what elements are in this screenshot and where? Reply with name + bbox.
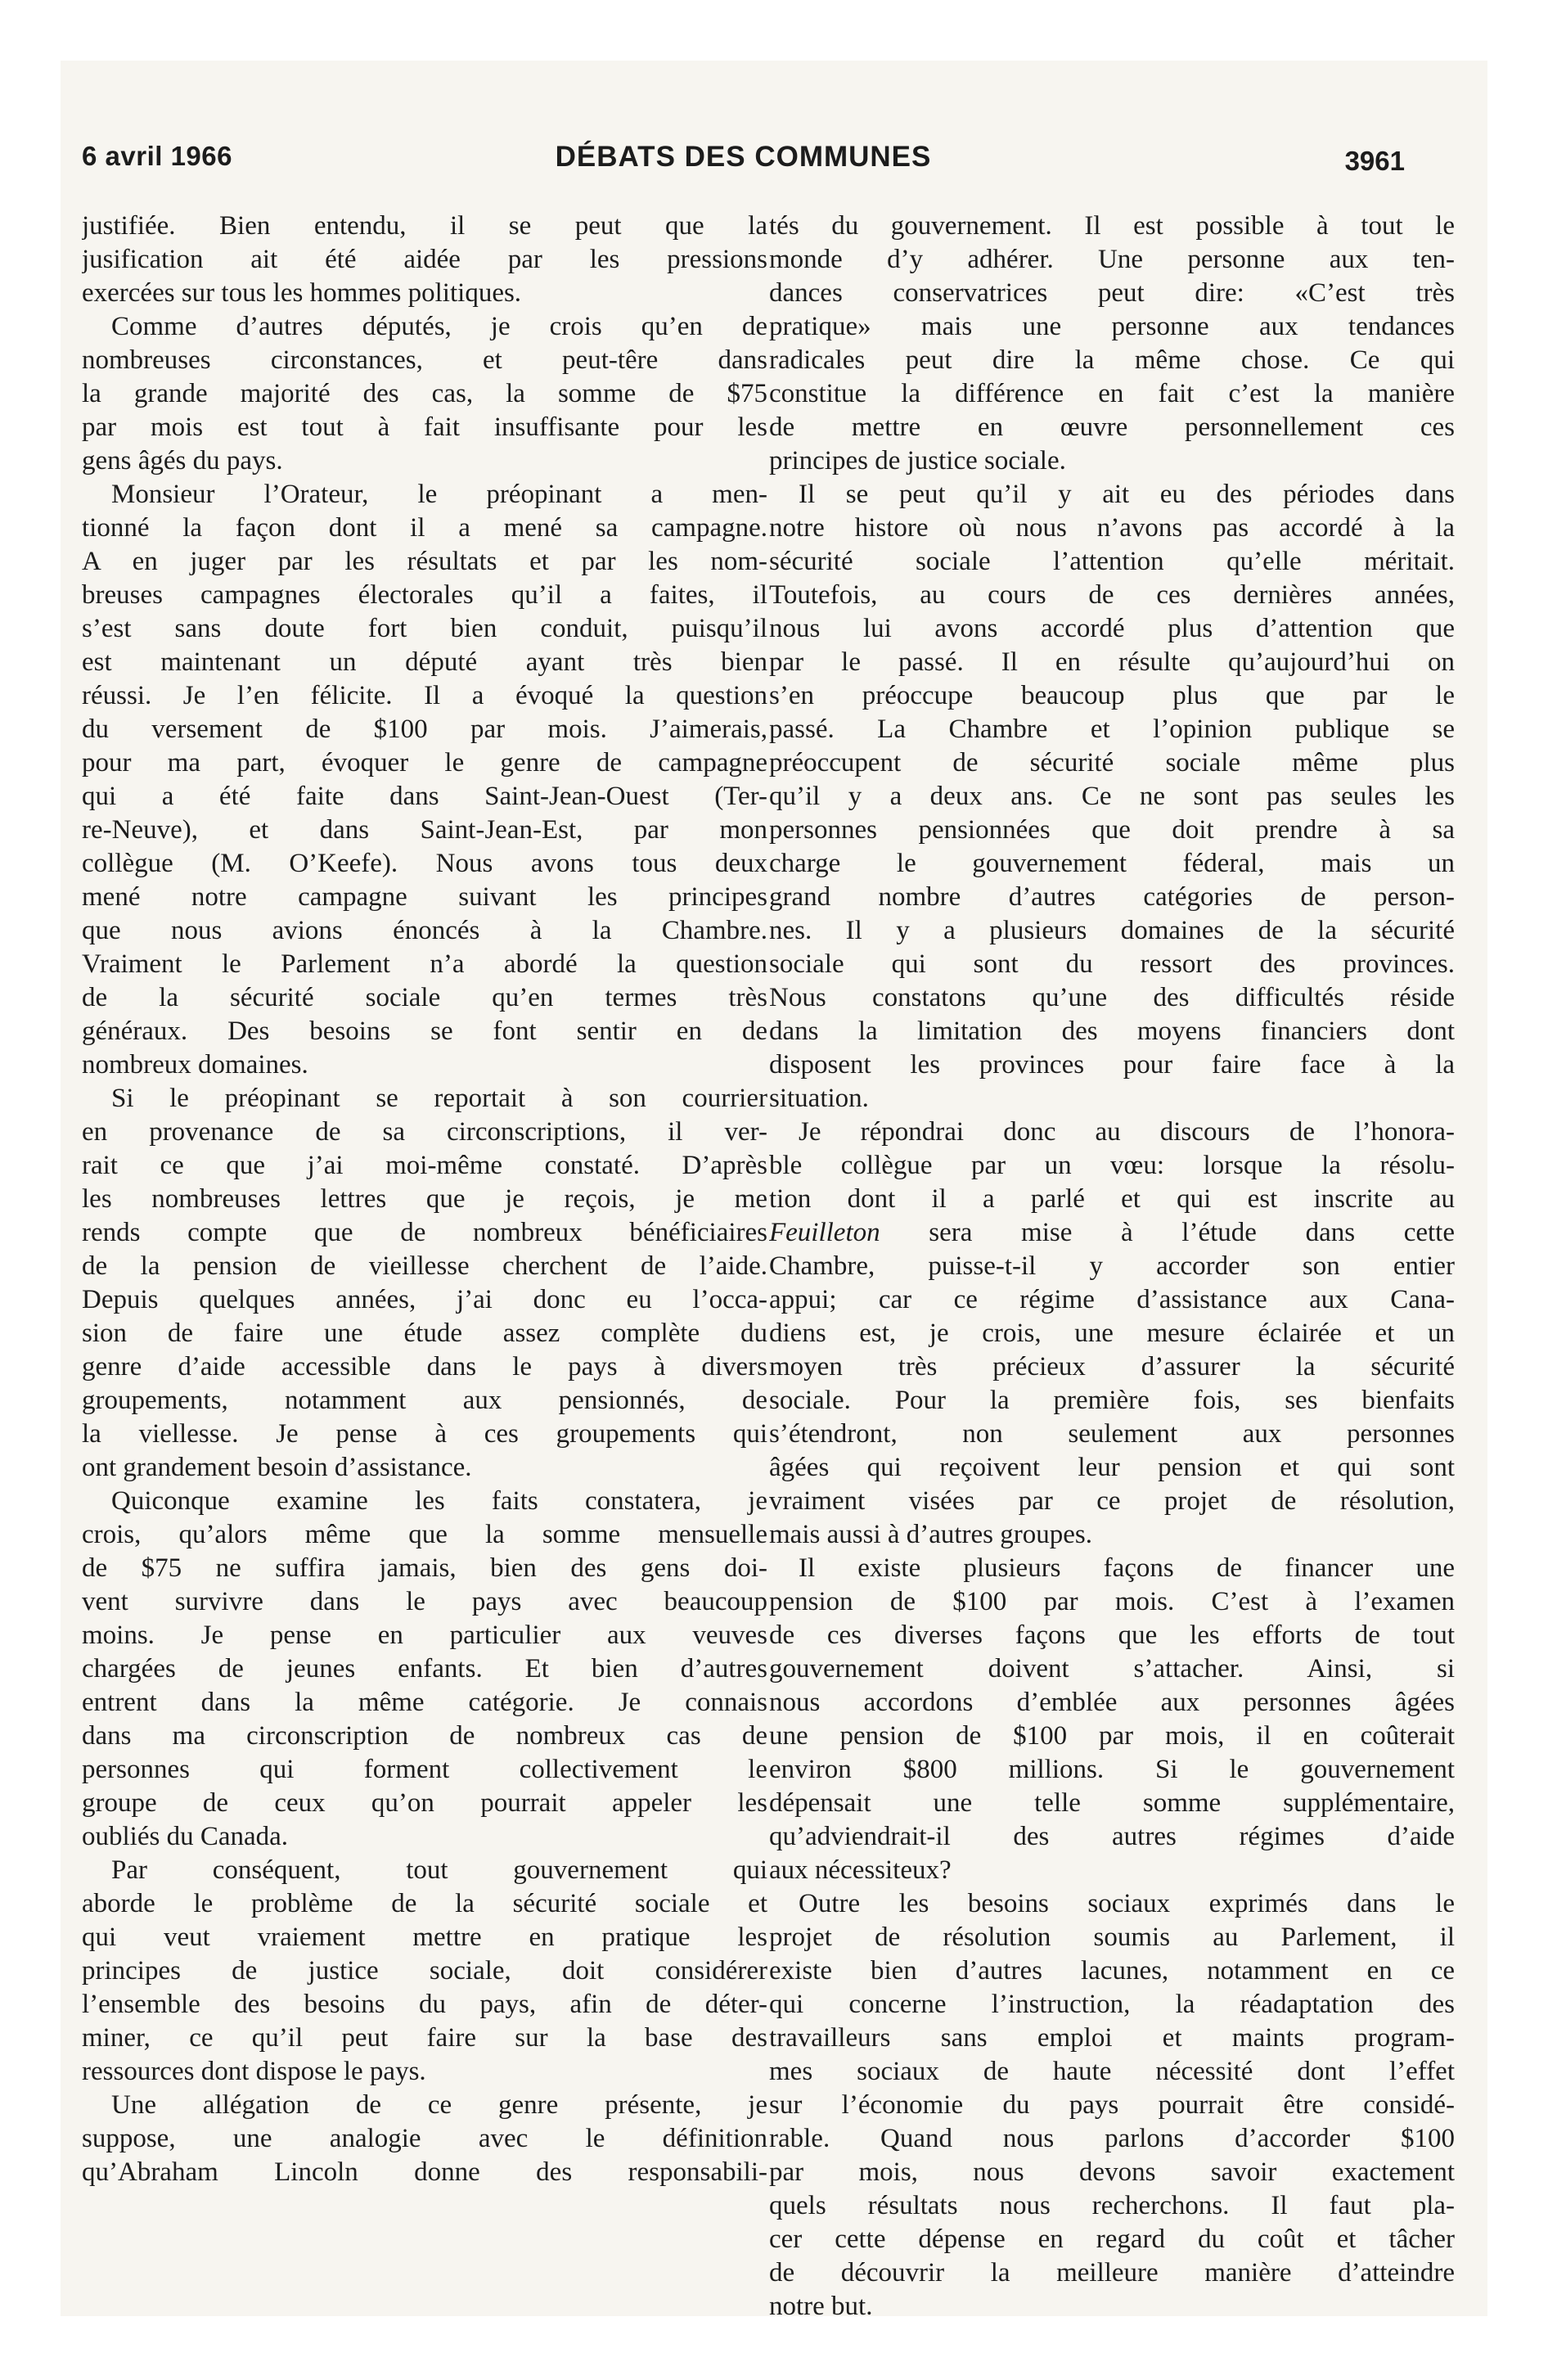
- text-line: Chambre, puisse-t-il y accorder son entier: [769, 1251, 1455, 1281]
- text-line: pour ma part, évoquer le genre de campagne: [82, 748, 767, 778]
- text-line: la grande majorité des cas, la somme de $75: [82, 379, 767, 408]
- text-line: de découvrir la meilleure manière d’atteindre: [769, 2258, 1455, 2288]
- text-line: s’étendront, non seulement aux personnes: [769, 1419, 1455, 1449]
- text-line: par mois, nous devons savoir exactement: [769, 2157, 1455, 2187]
- page-header: [82, 141, 1405, 190]
- text-line: dans ma circonscription de nombreux cas de: [82, 1721, 767, 1751]
- text-line: une pension de $100 par mois, il en coûterait: [769, 1721, 1455, 1751]
- text-line: qui a été faite dans Saint-Jean-Ouest (Ter-: [82, 782, 767, 811]
- text-line: les nombreuses lettres que je reçois, je me: [82, 1184, 767, 1214]
- text-line: crois, qu’alors même que la somme mensuelle: [82, 1520, 767, 1549]
- text-line: réussi. Je l’en félicite. Il a évoqué la question: [82, 681, 767, 710]
- text-line: du versement de $100 par mois. J’aimerais,: [82, 714, 767, 744]
- text-line: Par conséquent, tout gouvernement qui: [111, 1855, 767, 1885]
- text-line: la viellesse. Je pense à ces groupements qui: [82, 1419, 767, 1449]
- text-line: nes. Il y a plusieurs domaines de la sécurité: [769, 916, 1455, 945]
- text-line: âgées qui reçoivent leur pension et qui sont: [769, 1453, 1455, 1482]
- text-line: notre histore où nous n’avons pas accordé à la: [769, 513, 1455, 543]
- text-line: Il se peut qu’il y ait eu des périodes dans: [799, 480, 1455, 509]
- text-line: breuses campagnes électorales qu’il a faites, il: [82, 580, 767, 610]
- text-line: qui veut vraiement mettre en pratique les: [82, 1922, 767, 1952]
- text-line: Il existe plusieurs façons de financer une: [799, 1553, 1455, 1583]
- right-column: [769, 210, 1455, 2324]
- text-line: sion de faire une étude assez complète du: [82, 1318, 767, 1348]
- text-line: que nous avions énoncés à la Chambre.: [82, 916, 767, 945]
- text-line: qui concerne l’instruction, la réadaptation des: [769, 1990, 1455, 2019]
- text-line: en provenance de sa circonscriptions, il ver-: [82, 1117, 767, 1147]
- text-line: s’en préoccupe beaucoup plus que par le: [769, 681, 1455, 710]
- text-line: gouvernement doivent s’attacher. Ainsi, si: [769, 1654, 1455, 1684]
- text-line: s’est sans doute fort bien conduit, puisqu’il: [82, 614, 767, 643]
- text-line: préoccupent de sécurité sociale même plus: [769, 748, 1455, 778]
- text-line: existe bien d’autres lacunes, notamment en ce: [769, 1956, 1455, 1986]
- text-line: exercées sur tous les hommes politiques.: [82, 278, 522, 308]
- text-line: aux nécessiteux?: [769, 1855, 952, 1885]
- text-line: de la pension de vieillesse cherchent de l’aide.: [82, 1251, 767, 1281]
- text-line: dances conservatrices peut dire: «C’est très: [769, 278, 1455, 308]
- text-line: vent survivre dans le pays avec beaucoup: [82, 1587, 767, 1616]
- left-column: [82, 210, 767, 2189]
- text-line: Quiconque examine les faits constatera, je: [111, 1486, 767, 1516]
- text-line: rable. Quand nous parlons d’accorder $100: [769, 2124, 1455, 2153]
- text-line: situation.: [769, 1084, 869, 1113]
- italic-term: Feuilleton: [769, 1218, 880, 1247]
- text-line: moyen très précieux d’assurer la sécurité: [769, 1352, 1455, 1382]
- text-line: travailleurs sans emploi et maints program-: [769, 2023, 1455, 2053]
- text-line: [769, 1216, 1455, 1250]
- text-line: Nous constatons qu’une des difficultés réside: [769, 983, 1455, 1012]
- text-line: Je répondrai donc au discours de l’honora-: [799, 1117, 1455, 1147]
- text-line: Monsieur l’Orateur, le préopinant a men-: [111, 480, 767, 509]
- text-line: Vraiment le Parlement n’a abordé la question: [82, 949, 767, 979]
- text-line: tion dont il a parlé et qui est inscrite au: [769, 1184, 1455, 1214]
- text-line: sur l’économie du pays pourrait être considé-: [769, 2090, 1455, 2120]
- text-line: quels résultats nous recherchons. Il faut pla-: [769, 2191, 1455, 2220]
- text-line: est maintenant un député ayant très bien: [82, 647, 767, 677]
- text-line: chargées de jeunes enfants. Et bien d’autres: [82, 1654, 767, 1684]
- text-line: sociale. Pour la première fois, ses bienfaits: [769, 1386, 1455, 1415]
- text-line: pension de $100 par mois. C’est à l’examen: [769, 1587, 1455, 1616]
- text-line: oubliés du Canada.: [82, 1822, 289, 1851]
- text-line: de la sécurité sociale qu’en termes très: [82, 983, 767, 1012]
- text-line: pratique» mais une personne aux tendances: [769, 312, 1455, 341]
- text-line: rait ce que j’ai moi-même constaté. D’après: [82, 1151, 767, 1180]
- text-line: ble collègue par un vœu: lorsque la résolu-: [769, 1151, 1455, 1180]
- text-line: dépensait une telle somme supplémentaire,: [769, 1788, 1455, 1818]
- text-line: principes de justice sociale, doit considérer: [82, 1956, 767, 1986]
- text-line: dans la limitation des moyens financiers dont: [769, 1016, 1455, 1046]
- text-line: appui; car ce régime d’assistance aux Cana-: [769, 1285, 1455, 1314]
- text-line: qu’il y a deux ans. Ce ne sont pas seules les: [769, 782, 1455, 811]
- text-line: nous accordons d’emblée aux personnes âgées: [769, 1688, 1455, 1717]
- text-line: qu’adviendrait-il des autres régimes d’aide: [769, 1822, 1455, 1851]
- text-line: projet de résolution soumis au Parlement, il: [769, 1922, 1455, 1952]
- text-line: mes sociaux de haute nécessité dont l’effet: [769, 2057, 1455, 2086]
- text-line: disposent les provinces pour faire face à la: [769, 1050, 1455, 1080]
- text-line: mené notre campagne suivant les principes: [82, 882, 767, 912]
- text-line: de ces diverses façons que les efforts de tout: [769, 1620, 1455, 1650]
- text-line: miner, ce qu’il peut faire sur la base des: [82, 2023, 767, 2053]
- text-line: vraiment visées par ce projet de résolution,: [769, 1486, 1455, 1516]
- text-line: collègue (M. O’Keefe). Nous avons tous deux: [82, 849, 767, 878]
- text-line: sociale qui sont du ressort des provinces.: [769, 949, 1455, 979]
- text-line: aborde le problème de la sécurité sociale et: [82, 1889, 767, 1918]
- text-line: tés du gouvernement. Il est possible à tout le: [769, 211, 1455, 241]
- text-line: charge le gouvernement féderal, mais un: [769, 849, 1455, 878]
- text-line: cer cette dépense en regard du coût et tâcher: [769, 2224, 1455, 2254]
- text-line: généraux. Des besoins se font sentir en de: [82, 1016, 767, 1046]
- header-date: 6 avril 1966: [82, 141, 232, 171]
- text-line: justifiée. Bien entendu, il se peut que la: [82, 211, 767, 241]
- text-line: moins. Je pense en particulier aux veuves: [82, 1620, 767, 1650]
- text-line: par le passé. Il en résulte qu’aujourd’hui on: [769, 647, 1455, 677]
- text-line: passé. La Chambre et l’opinion publique se: [769, 714, 1455, 744]
- text-line: monde d’y adhérer. Une personne aux ten-: [769, 245, 1455, 274]
- text-line: personnes qui forment collectivement le: [82, 1755, 767, 1784]
- text-line: nombreuses circonstances, et peut-têre dans: [82, 345, 767, 375]
- text-line: A en juger par les résultats et par les nom-: [82, 547, 767, 576]
- text-line: re-Neuve), et dans Saint-Jean-Est, par mon: [82, 815, 767, 845]
- text-line: grand nombre d’autres catégories de person-: [769, 882, 1455, 912]
- text-line: diens est, je crois, une mesure éclairée et un: [769, 1318, 1455, 1348]
- text-line: groupe de ceux qu’on pourrait appeler les: [82, 1788, 767, 1818]
- text-line: ont grandement besoin d’assistance.: [82, 1453, 472, 1482]
- text-line: Comme d’autres députés, je crois qu’en de: [111, 312, 767, 341]
- text-line: tionné la façon dont il a mené sa campagne.: [82, 513, 767, 543]
- text-line: notre but.: [769, 2292, 873, 2321]
- text-line: environ $800 millions. Si le gouvernement: [769, 1755, 1455, 1784]
- text-line: sécurité sociale l’attention qu’elle méritait.: [769, 547, 1455, 576]
- text-line: Depuis quelques années, j’ai donc eu l’occa-: [82, 1285, 767, 1314]
- text-line: Outre les besoins sociaux exprimés dans le: [799, 1889, 1455, 1918]
- text-line: constitue la différence en fait c’est la manière: [769, 379, 1455, 408]
- header-title: DÉBATS DES COMMUNES: [555, 141, 932, 173]
- text-line: de mettre en œuvre personnellement ces: [769, 412, 1455, 442]
- text-line: de $75 ne suffira jamais, bien des gens doi-: [82, 1553, 767, 1583]
- text-line: gens âgés du pays.: [82, 446, 283, 476]
- text-line: nous lui avons accordé plus d’attention que: [769, 614, 1455, 643]
- text-line: nombreux domaines.: [82, 1050, 308, 1080]
- text-line: l’ensemble des besoins du pays, afin de déter-: [82, 1990, 767, 2019]
- text-line: entrent dans la même catégorie. Je connais: [82, 1688, 767, 1717]
- text-line-rest: sera mise à l’étude dans cette: [880, 1218, 1455, 1247]
- text-line: qu’Abraham Lincoln donne des responsabili-: [82, 2157, 767, 2187]
- text-line: rends compte que de nombreux bénéficiaires: [82, 1218, 767, 1247]
- text-line: mais aussi à d’autres groupes.: [769, 1520, 1092, 1549]
- text-line: groupements, notamment aux pensionnés, de: [82, 1386, 767, 1415]
- text-line: par mois est tout à fait insuffisante pour les: [82, 412, 767, 442]
- text-line: ressources dont dispose le pays.: [82, 2057, 426, 2086]
- text-line: Une allégation de ce genre présente, je: [111, 2090, 767, 2120]
- text-line: genre d’aide accessible dans le pays à divers: [82, 1352, 767, 1382]
- text-line: radicales peut dire la même chose. Ce qui: [769, 345, 1455, 375]
- text-line: jusification ait été aidée par les pressions: [82, 245, 767, 274]
- text-line: Si le préopinant se reportait à son courrier: [111, 1084, 767, 1113]
- text-line: Toutefois, au cours de ces dernières années,: [769, 580, 1455, 610]
- text-line: suppose, une analogie avec le définition: [82, 2124, 767, 2153]
- text-line: personnes pensionnées que doit prendre à sa: [769, 815, 1455, 845]
- header-page-number: 3961: [1344, 146, 1405, 176]
- text-line: principes de justice sociale.: [769, 446, 1066, 476]
